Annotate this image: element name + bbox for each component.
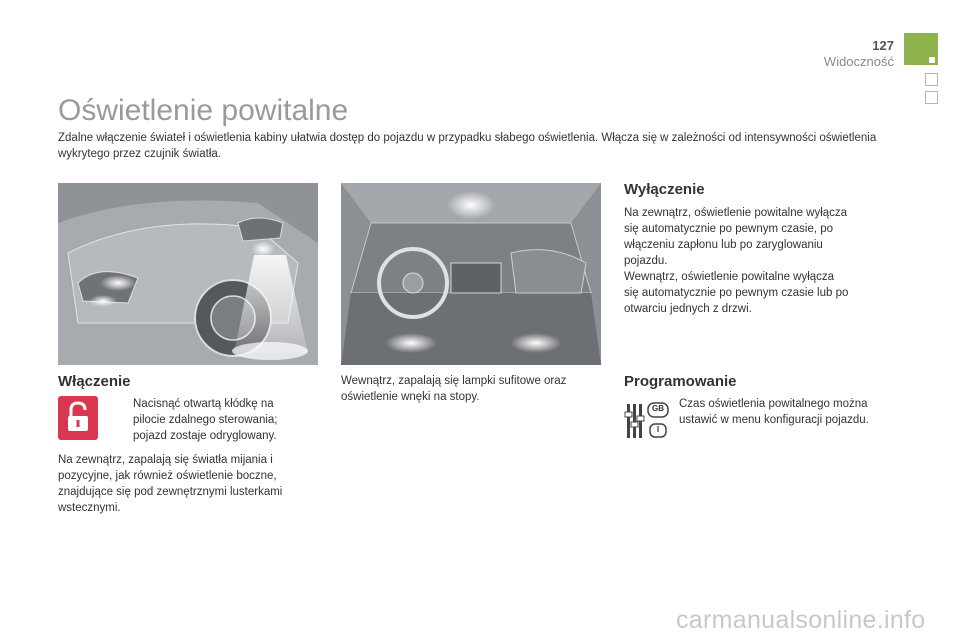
unlock-icon — [58, 396, 98, 440]
settings-menu-icon — [624, 402, 670, 440]
car-exterior-photo — [58, 183, 318, 365]
wylaczenie-text: Na zewnątrz, oświetlenie powitalne wyłącza się automatycznie po pewnym czasie, po włączeniu zapłonu lub po zaryglowaniu pojazdu. Wewnątrz, oświetlenie powitalne wyłącza się automatycznie po pewnym czasie lub po otwarciu jednych z drzwi. — [624, 207, 849, 315]
tab-box-icon — [925, 73, 938, 86]
programowanie-heading: Programowanie — [624, 373, 737, 390]
wylaczenie-heading: Wyłączenie — [624, 181, 705, 198]
page-number: 127 — [872, 38, 894, 53]
wlaczenie-heading: Włączenie — [58, 373, 131, 390]
car-interior-photo — [341, 183, 601, 365]
wlaczenie-exterior-text: Na zewnątrz, zapalają się światła mijania i pozycyjne, jak również oświetlenie boczne, znajdujące się pod zewnętrznymi lusterkami wstecznymi. — [58, 454, 283, 514]
intro-text: Zdalne włączenie świateł i oświetlenia kabiny ułatwia dostęp do pojazdu w przypadku słabego oświetlenia. Włącza się w zależności od intensywności oświetlenia wykrytego przez czujnik światła. — [58, 132, 877, 160]
interior-lighting-text: Wewnątrz, zapalają się lampki sufitowe oraz oświetlenie wnęki na stopy. — [341, 375, 567, 403]
page-title: Oświetlenie powitalne — [58, 94, 349, 127]
programowanie-text: Czas oświetlenia powitalnego można ustawić w menu konfiguracji pojazdu. — [679, 398, 869, 426]
chapter-tab — [904, 33, 938, 65]
car-interior-illustration — [341, 183, 601, 365]
padlock-open-icon — [58, 396, 98, 440]
language-code-label: GB — [652, 404, 664, 413]
tab-box-icon — [925, 91, 938, 104]
section-name: Widoczność — [823, 54, 894, 69]
watermark: carmanualsonline.info — [676, 606, 926, 634]
wlaczenie-step-text: Nacisnąć otwartą kłódkę na pilocie zdalnego sterowania; pojazd zostaje odryglowany. — [133, 398, 278, 442]
car-exterior-illustration — [58, 183, 318, 365]
tab-marker-icon — [929, 57, 935, 63]
language-code-label: I — [656, 425, 660, 434]
